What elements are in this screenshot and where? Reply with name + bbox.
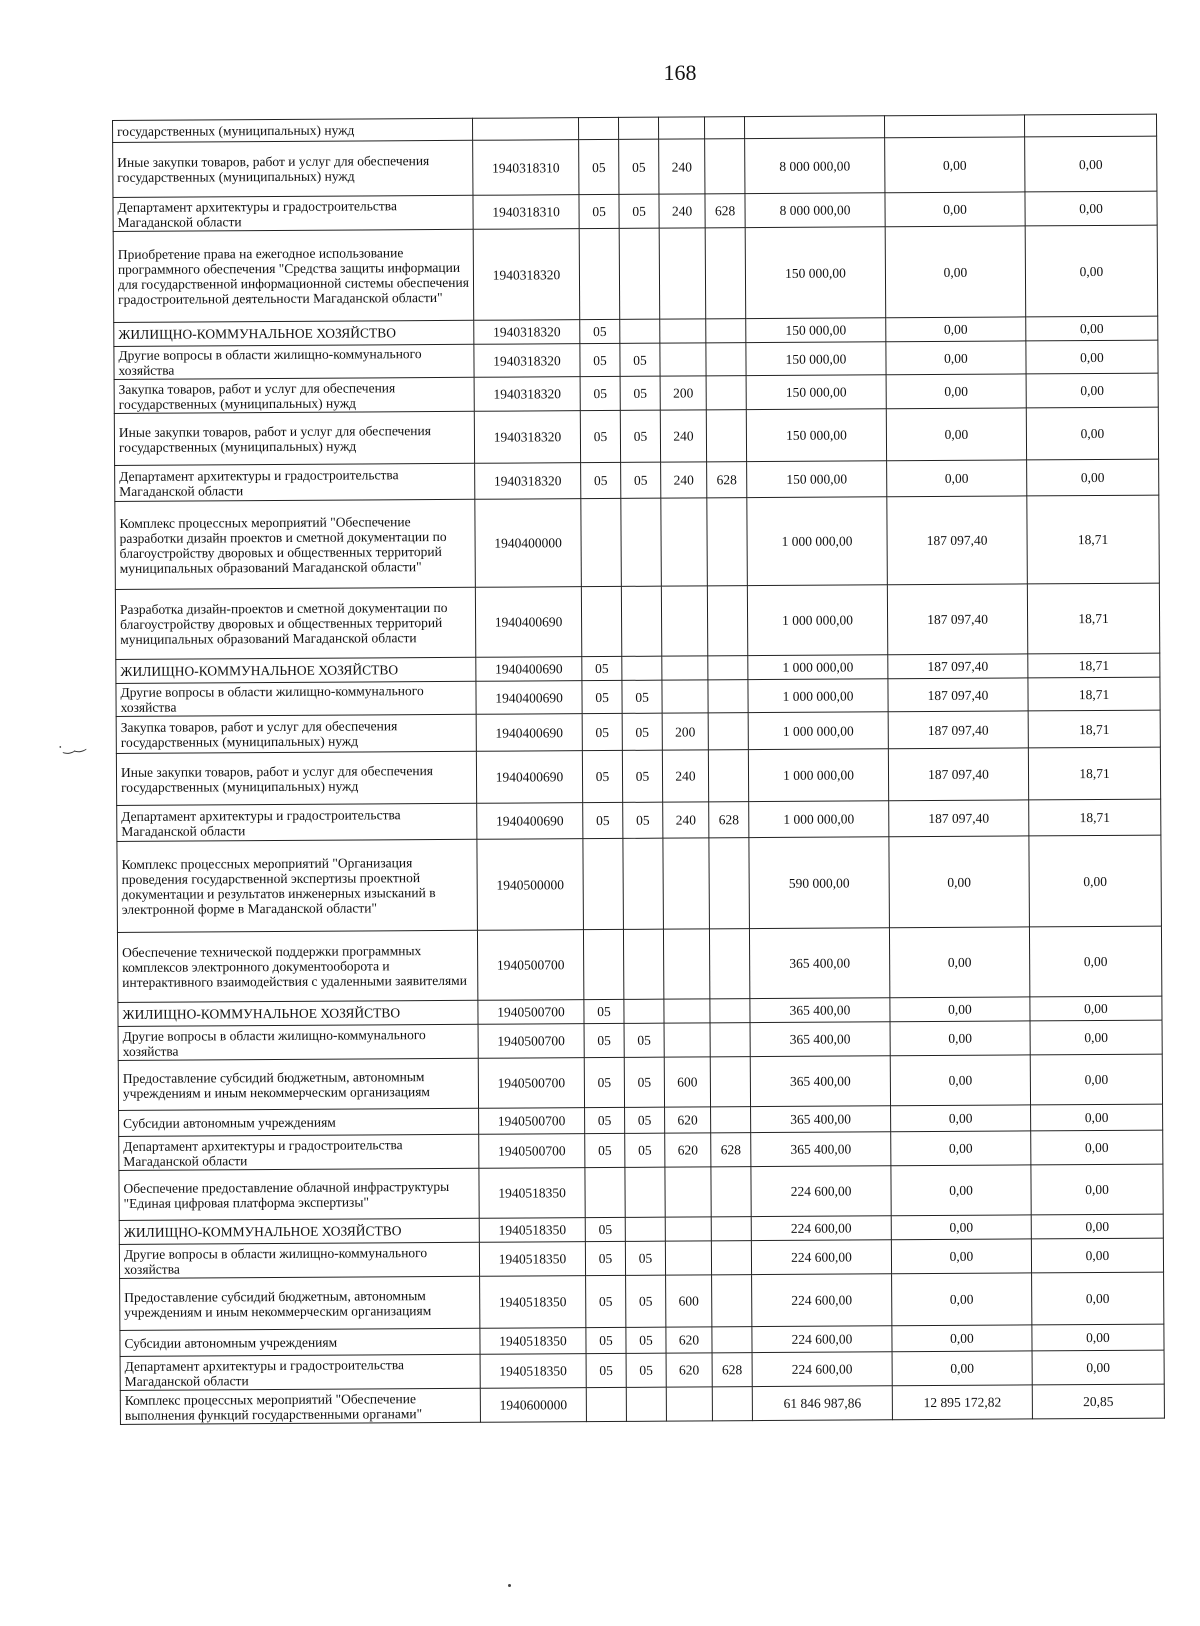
planned-amount: 150 000,00: [745, 227, 886, 319]
planned-amount: 365 400,00: [749, 928, 889, 999]
table-row: [114, 407, 1158, 465]
expense-type-code: [666, 1387, 712, 1421]
section-code: 05: [584, 1023, 624, 1057]
execution-percent: 18,71: [1028, 747, 1160, 800]
section-code: 05: [582, 680, 622, 713]
department-code: [706, 376, 746, 410]
expense-type-code: [665, 1217, 711, 1241]
section-code: [583, 838, 624, 929]
subsection-code: 05: [623, 802, 663, 838]
department-code: [711, 1167, 751, 1217]
target-article-code: 1940500700: [479, 1108, 585, 1135]
planned-amount: 224 600,00: [751, 1240, 891, 1275]
department-code: 628: [712, 1353, 752, 1387]
executed-amount: 0,00: [886, 374, 1026, 409]
execution-percent: 0,00: [1025, 225, 1158, 317]
expense-type-code: [661, 498, 708, 586]
row-name: Департамент архитектуры и градостроительства Магаданской области: [115, 463, 475, 501]
planned-amount: 365 400,00: [751, 1106, 891, 1133]
planned-amount: 61 846 987,86: [752, 1386, 892, 1421]
section-code: [585, 1167, 625, 1217]
target-article-code: 1940500700: [478, 1024, 584, 1059]
section-code: 05: [584, 1057, 624, 1107]
expense-type-code: [664, 1023, 710, 1057]
row-name: Комплекс процессных мероприятий "Обеспечение разработки дизайн проектов и сметной документации по благоустройству дворовых и общественных территорий муниципальных образований Магаданской области": [115, 499, 476, 589]
executed-amount: 187 097,40: [888, 678, 1028, 712]
subsection-code: [618, 117, 658, 139]
row-name: Другие вопросы в области жилищно-коммунального хозяйства: [114, 344, 474, 379]
executed-amount: 187 097,40: [888, 711, 1028, 749]
expense-type-code: 620: [665, 1133, 711, 1167]
target-article-code: 1940400690: [476, 657, 582, 682]
planned-amount: 8 000 000,00: [745, 138, 885, 194]
section-code: 05: [582, 713, 622, 750]
section-code: 05: [580, 410, 620, 462]
subsection-code: 05: [620, 376, 660, 410]
subsection-code: [624, 999, 664, 1023]
department-code: 628: [705, 194, 745, 228]
executed-amount: 0,00: [892, 1325, 1032, 1352]
table-row: [119, 1164, 1163, 1220]
expense-type-code: [662, 680, 708, 713]
execution-percent: 0,00: [1030, 1054, 1162, 1105]
expense-type-code: 240: [659, 194, 705, 228]
execution-percent: 18,71: [1027, 495, 1160, 584]
planned-amount: 365 400,00: [751, 1132, 891, 1167]
execution-percent: 0,00: [1030, 1020, 1162, 1055]
row-name: Иные закупки товаров, работ и услуг для обеспечения государственных (муниципальных) нужд: [113, 140, 473, 197]
department-code: [708, 713, 748, 750]
subsection-code: 05: [624, 1057, 664, 1107]
page-number: 168: [663, 60, 697, 85]
section-code: 05: [585, 1107, 625, 1133]
department-code: [710, 1057, 750, 1107]
expense-type-code: [665, 1167, 711, 1217]
row-name: Иные закупки товаров, работ и услуг для обеспечения государственных (муниципальных) нужд: [114, 411, 474, 465]
execution-percent: 0,00: [1027, 459, 1159, 496]
table-row: [113, 225, 1158, 322]
executed-amount: 0,00: [891, 1105, 1031, 1132]
target-article-code: 1940400690: [475, 587, 581, 658]
execution-percent: 18,71: [1028, 710, 1160, 748]
section-code: 05: [586, 1275, 626, 1327]
expense-type-code: 200: [660, 376, 706, 410]
section-code: [581, 498, 622, 586]
department-code: 628: [711, 1133, 751, 1167]
execution-percent: 20,85: [1032, 1384, 1164, 1419]
section-code: 05: [582, 656, 622, 680]
row-name: государственных (муниципальных) нужд: [113, 118, 473, 142]
department-code: [711, 1217, 751, 1241]
execution-percent: 0,00: [1031, 1238, 1163, 1273]
scan-artifact-dot: [508, 1584, 511, 1587]
executed-amount: [884, 115, 1024, 138]
row-name: Обеспечение предоставление облачной инфраструктуры "Единая цифровая платформа экспертизы": [119, 1168, 479, 1220]
row-name: Субсидии автономным учреждениям: [119, 1108, 479, 1136]
target-article-code: 1940500700: [477, 930, 583, 1001]
expense-type-code: [658, 117, 704, 139]
expense-type-code: 620: [666, 1353, 712, 1387]
row-name: Субсидии автономным учреждениям: [120, 1328, 480, 1356]
target-article-code: 1940518350: [479, 1168, 585, 1219]
executed-amount: 0,00: [890, 997, 1030, 1022]
planned-amount: 8 000 000,00: [745, 193, 885, 228]
department-code: [710, 999, 750, 1023]
department-code: [705, 139, 745, 194]
department-code: [709, 929, 749, 999]
expense-type-code: 240: [662, 750, 708, 802]
expense-type-code: 620: [665, 1107, 711, 1133]
executed-amount: 0,00: [887, 460, 1027, 497]
department-code: [707, 586, 747, 656]
section-code: 05: [581, 462, 621, 498]
budget-table: [112, 114, 1165, 1425]
executed-amount: 0,00: [889, 836, 1030, 928]
expense-type-code: [660, 319, 706, 343]
subsection-code: [620, 319, 660, 343]
planned-amount: 365 400,00: [750, 1022, 890, 1057]
department-code: [706, 410, 746, 462]
department-code: [706, 343, 746, 376]
expense-type-code: 600: [666, 1275, 712, 1327]
executed-amount: 12 895 172,82: [892, 1385, 1032, 1420]
table-row: [118, 1054, 1162, 1110]
target-article-code: 1940518350: [479, 1242, 585, 1277]
row-name: Приобретение права на ежегодное использование программного обеспечения "Средства защиты информации для государственной информационной системы обеспечения градостроительной деятельности Магаданской области": [113, 229, 474, 322]
expense-type-code: 620: [666, 1327, 712, 1353]
execution-percent: 0,00: [1031, 1104, 1163, 1131]
row-name: Департамент архитектуры и градостроительства Магаданской области: [120, 1354, 480, 1390]
expense-type-code: [659, 228, 706, 319]
section-code: 05: [586, 1353, 626, 1387]
section-code: 05: [585, 1241, 625, 1275]
table-row: [113, 136, 1157, 197]
executed-amount: 187 097,40: [887, 584, 1027, 655]
subsection-code: [621, 586, 661, 656]
table-row: [116, 710, 1160, 753]
department-code: [706, 319, 746, 343]
section-code: [586, 1387, 626, 1421]
row-name: ЖИЛИЩНО-КОММУНАЛЬНОЕ ХОЗЯЙСТВО: [116, 657, 476, 683]
target-article-code: 1940400690: [476, 681, 582, 715]
executed-amount: 187 097,40: [889, 800, 1029, 837]
section-code: 05: [585, 1217, 625, 1241]
row-name: Комплекс процессных мероприятий "Обеспечение выполнения функций государственными органами": [120, 1388, 480, 1424]
table-row: [115, 495, 1160, 589]
department-code: [707, 498, 748, 586]
expense-type-code: 240: [661, 462, 707, 498]
table-row: [120, 1272, 1164, 1330]
execution-percent: 0,00: [1030, 996, 1162, 1021]
execution-percent: 0,00: [1029, 926, 1161, 997]
target-article-code: 1940318320: [474, 344, 580, 378]
expense-type-code: [663, 929, 709, 999]
execution-percent: 18,71: [1027, 583, 1159, 654]
execution-percent: 0,00: [1025, 136, 1157, 192]
target-article-code: 1940518350: [480, 1354, 586, 1389]
subsection-code: 05: [625, 1241, 665, 1275]
planned-amount: 150 000,00: [747, 461, 887, 498]
section-code: 05: [580, 343, 620, 376]
row-name: Другие вопросы в области жилищно-коммунального хозяйства: [119, 1242, 479, 1278]
subsection-code: [623, 929, 663, 999]
expense-type-code: [660, 343, 706, 376]
target-article-code: 1940318310: [473, 195, 579, 230]
planned-amount: 224 600,00: [751, 1166, 891, 1217]
execution-percent: 0,00: [1031, 1164, 1163, 1215]
planned-amount: 365 400,00: [750, 1056, 890, 1107]
executed-amount: 0,00: [885, 226, 1026, 318]
expense-type-code: 200: [662, 713, 708, 750]
executed-amount: 187 097,40: [888, 654, 1028, 679]
scan-artifact-mark: ·‿‿: [57, 737, 87, 756]
planned-amount: 224 600,00: [752, 1326, 892, 1353]
planned-amount: 590 000,00: [749, 837, 890, 929]
subsection-code: 05: [625, 1107, 665, 1133]
row-name: Департамент архитектуры и градостроительства Магаданской области: [117, 803, 477, 841]
expense-type-code: [662, 656, 708, 680]
row-name: ЖИЛИЩНО-КОММУНАЛЬНОЕ ХОЗЯЙСТВО: [114, 320, 474, 346]
section-code: 05: [579, 194, 619, 228]
department-code: [711, 1241, 751, 1275]
planned-amount: 1 000 000,00: [747, 497, 888, 586]
subsection-code: 05: [619, 194, 659, 228]
section-code: [581, 586, 621, 656]
department-code: [709, 838, 750, 929]
subsection-code: 05: [619, 139, 659, 194]
section-code: [579, 228, 620, 319]
row-name: Иные закупки товаров, работ и услуг для обеспечения государственных (муниципальных) нужд: [116, 751, 476, 805]
expense-type-code: [663, 838, 710, 929]
subsection-code: [621, 498, 662, 586]
table-row: [120, 1384, 1164, 1424]
planned-amount: 1 000 000,00: [748, 655, 888, 680]
executed-amount: 0,00: [892, 1351, 1032, 1386]
row-name: Другие вопросы в области жилищно-коммунального хозяйства: [118, 1024, 478, 1060]
subsection-code: [623, 838, 664, 929]
executed-amount: 0,00: [891, 1215, 1031, 1240]
subsection-code: 05: [626, 1275, 666, 1327]
planned-amount: 150 000,00: [746, 318, 886, 343]
expense-type-code: 240: [659, 139, 705, 194]
department-code: [712, 1275, 752, 1327]
subsection-code: [622, 656, 662, 680]
subsection-code: 05: [625, 1133, 665, 1167]
section-code: 05: [579, 139, 619, 194]
row-name: Другие вопросы в области жилищно-коммунального хозяйства: [116, 681, 476, 716]
target-article-code: 1940500700: [479, 1134, 585, 1169]
section-code: 05: [580, 376, 620, 410]
executed-amount: 0,00: [890, 1055, 1030, 1106]
planned-amount: 150 000,00: [746, 342, 886, 376]
target-article-code: 1940500700: [478, 1000, 584, 1025]
expense-type-code: [661, 586, 707, 656]
execution-percent: 0,00: [1025, 191, 1157, 226]
execution-percent: 0,00: [1029, 835, 1162, 927]
execution-percent: 18,71: [1028, 653, 1160, 678]
subsection-code: [625, 1217, 665, 1241]
execution-percent: 0,00: [1032, 1350, 1164, 1385]
target-article-code: [472, 118, 578, 141]
planned-amount: 1 000 000,00: [749, 801, 889, 838]
table-row: [115, 583, 1159, 659]
target-article-code: 1940600000: [480, 1388, 586, 1423]
department-code: 628: [707, 462, 747, 498]
planned-amount: 1 000 000,00: [747, 585, 887, 656]
execution-percent: 18,71: [1029, 799, 1161, 836]
section-code: 05: [585, 1133, 625, 1167]
executed-amount: 187 097,40: [887, 496, 1028, 585]
planned-amount: 150 000,00: [746, 375, 886, 410]
planned-amount: 224 600,00: [752, 1274, 892, 1327]
row-name: Закупка товаров, работ и услуг для обеспечения государственных (муниципальных) нужд: [116, 714, 476, 753]
section-code: 05: [583, 802, 623, 838]
planned-amount: 1 000 000,00: [748, 712, 888, 750]
subsection-code: 05: [626, 1353, 666, 1387]
executed-amount: 0,00: [891, 1131, 1031, 1166]
subsection-code: [625, 1167, 665, 1217]
subsection-code: [626, 1387, 666, 1421]
executed-amount: 0,00: [885, 192, 1025, 227]
row-name: ЖИЛИЩНО-КОММУНАЛЬНОЕ ХОЗЯЙСТВО: [118, 1000, 478, 1026]
planned-amount: 1 000 000,00: [748, 749, 888, 802]
executed-amount: 0,00: [890, 1021, 1030, 1056]
target-article-code: 1940500700: [478, 1058, 584, 1109]
department-code: [708, 750, 748, 802]
expense-type-code: [665, 1241, 711, 1275]
execution-percent: 0,00: [1026, 340, 1158, 374]
executed-amount: 0,00: [891, 1165, 1031, 1216]
department-code: 628: [709, 802, 749, 838]
row-name: Предоставление субсидий бюджетным, автономным учреждениям и иным некоммерческим организациям: [120, 1276, 480, 1330]
row-name: Департамент архитектуры и градостроительства Магаданской области: [113, 195, 473, 231]
executed-amount: 0,00: [891, 1239, 1031, 1274]
row-name: Обеспечение технической поддержки программных комплексов электронного документооборота и интерактивного взаимодействия с удаленными заявителями: [117, 930, 477, 1002]
planned-amount: 224 600,00: [752, 1352, 892, 1387]
subsection-code: 05: [621, 462, 661, 498]
target-article-code: 1940518350: [480, 1328, 586, 1355]
subsection-code: 05: [626, 1327, 666, 1353]
target-article-code: 1940500000: [477, 839, 584, 931]
table-row: [117, 926, 1161, 1002]
expense-type-code: 240: [663, 802, 709, 838]
row-name: Закупка товаров, работ и услуг для обеспечения государственных (муниципальных) нужд: [114, 377, 474, 413]
target-article-code: 1940518350: [479, 1218, 585, 1243]
row-name: Комплекс процессных мероприятий "Организация проведения государственной экспертизы проектной документации и результатов инженерных изысканий в электронной форме в Магаданской области": [117, 839, 478, 932]
target-article-code: 1940318320: [475, 463, 581, 500]
executed-amount: 0,00: [886, 408, 1026, 461]
department-code: [711, 1107, 751, 1133]
subsection-code: 05: [622, 750, 662, 802]
target-article-code: 1940400690: [476, 714, 582, 752]
department-code: [710, 1023, 750, 1057]
planned-amount: 365 400,00: [750, 998, 890, 1023]
target-article-code: 1940518350: [480, 1276, 586, 1329]
section-code: [583, 929, 623, 999]
target-article-code: 1940400000: [475, 499, 582, 588]
department-code: [712, 1387, 752, 1421]
target-article-code: 1940318320: [474, 377, 580, 412]
executed-amount: 187 097,40: [888, 748, 1028, 801]
subsection-code: 05: [620, 410, 660, 462]
subsection-code: 05: [622, 680, 662, 713]
expense-type-code: 600: [664, 1057, 710, 1107]
executed-amount: 0,00: [892, 1273, 1032, 1326]
section-code: 05: [586, 1327, 626, 1353]
subsection-code: 05: [622, 713, 662, 750]
execution-percent: 0,00: [1026, 373, 1158, 408]
section-code: 05: [584, 999, 624, 1023]
planned-amount: 150 000,00: [746, 409, 886, 462]
subsection-code: 05: [624, 1023, 664, 1057]
department-code: [708, 656, 748, 680]
target-article-code: 1940318320: [474, 411, 580, 464]
department-code: [712, 1327, 752, 1353]
target-article-code: 1940318320: [474, 320, 580, 345]
section-code: 05: [580, 319, 620, 343]
executed-amount: 0,00: [889, 927, 1029, 998]
budget-table-body: [113, 114, 1165, 1424]
target-article-code: 1940318320: [473, 229, 580, 321]
execution-percent: 0,00: [1032, 1324, 1164, 1351]
planned-amount: 1 000 000,00: [748, 679, 888, 713]
execution-percent: 0,00: [1026, 316, 1158, 341]
expense-type-code: [664, 999, 710, 1023]
executed-amount: 0,00: [886, 341, 1026, 375]
target-article-code: 1940318310: [473, 140, 579, 196]
section-code: 05: [582, 750, 622, 802]
planned-amount: [744, 116, 884, 139]
row-name: Разработка дизайн-проектов и сметной документации по благоустройству дворовых и общественных территорий муниципальных образований Магаданской области: [115, 587, 475, 659]
planned-amount: 224 600,00: [751, 1216, 891, 1241]
department-code: [708, 680, 748, 713]
execution-percent: 0,00: [1031, 1130, 1163, 1165]
row-name: ЖИЛИЩНО-КОММУНАЛЬНОЕ ХОЗЯЙСТВО: [119, 1218, 479, 1244]
target-article-code: 1940400690: [477, 803, 583, 840]
execution-percent: 0,00: [1031, 1214, 1163, 1239]
row-name: Предоставление субсидий бюджетным, автономным учреждениям и иным некоммерческим организациям: [118, 1058, 478, 1110]
execution-percent: 0,00: [1026, 407, 1158, 460]
executed-amount: 0,00: [885, 137, 1025, 193]
department-code: [705, 228, 746, 319]
execution-percent: [1024, 114, 1156, 137]
table-row: [116, 747, 1160, 805]
row-name: Департамент архитектуры и градостроительства Магаданской области: [119, 1134, 479, 1170]
executed-amount: 0,00: [886, 317, 1026, 342]
execution-percent: 0,00: [1032, 1272, 1164, 1325]
subsection-code: [619, 228, 660, 319]
execution-percent: 18,71: [1028, 677, 1160, 711]
target-article-code: 1940400690: [476, 751, 582, 804]
department-code: [704, 117, 744, 139]
subsection-code: 05: [620, 343, 660, 376]
table-row: [117, 835, 1162, 932]
expense-type-code: 240: [660, 410, 706, 462]
section-code: [578, 117, 618, 139]
